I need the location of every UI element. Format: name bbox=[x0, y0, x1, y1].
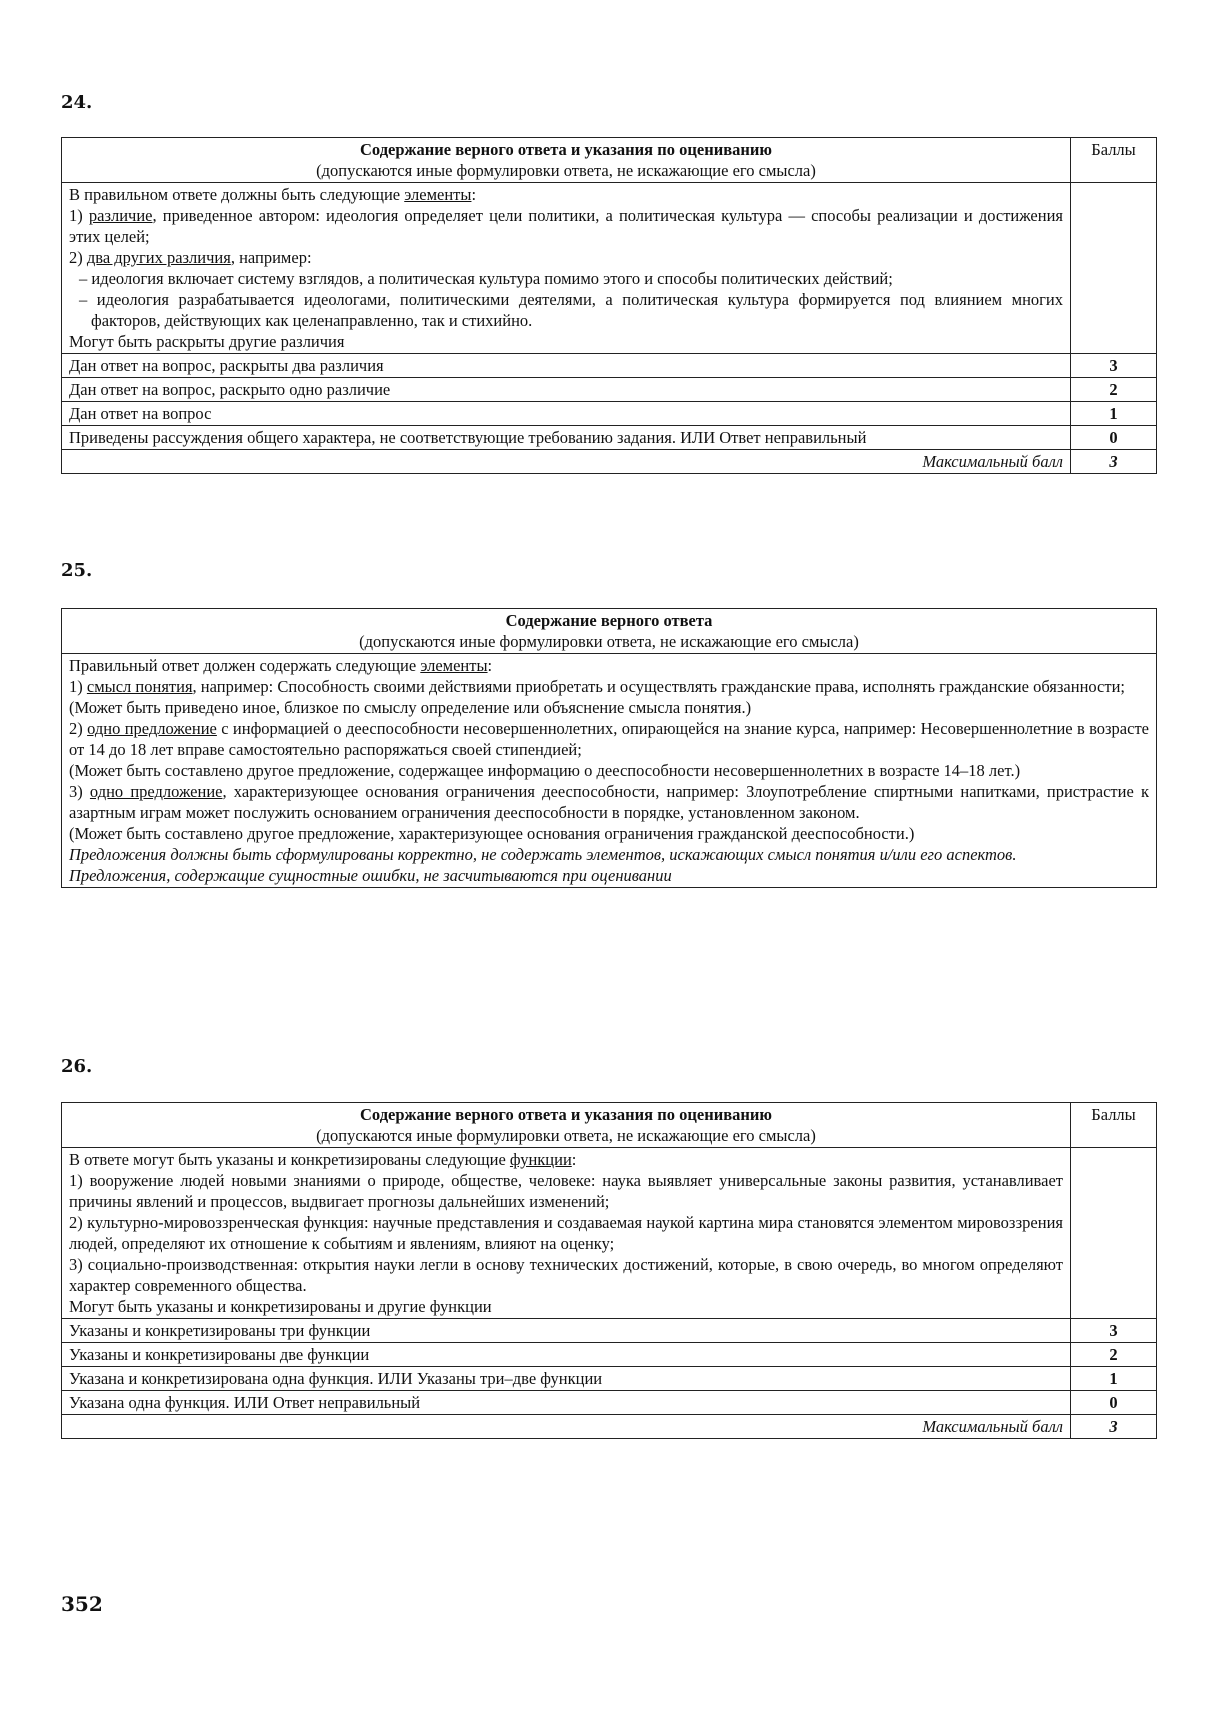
max-score-label: Максимальный балл bbox=[62, 1415, 1071, 1439]
question-number-24: 24. bbox=[61, 92, 93, 113]
score-row bbox=[62, 378, 1157, 402]
table-header bbox=[62, 138, 1157, 183]
content-intro: В правильном ответе должны быть следующие элементы: bbox=[69, 185, 477, 204]
header-content bbox=[62, 1103, 1071, 1148]
header-subtitle: (допускаются иные формулировки ответа, не искажающие его смысла) bbox=[316, 1126, 816, 1145]
content-italic-note-1: Предложения должны быть сформулированы корректно, не содержать элементов, искажающих смысл понятия и/или его аспектов. bbox=[69, 845, 1017, 864]
empty-score-cell bbox=[1071, 183, 1157, 354]
score-row bbox=[62, 426, 1157, 450]
score-row bbox=[62, 1343, 1157, 1367]
score-row bbox=[62, 354, 1157, 378]
max-score-value: 3 bbox=[1071, 450, 1157, 474]
content-note-1: (Может быть приведено иное, близкое по смыслу определение или объяснение смысла понятия.) bbox=[69, 698, 752, 717]
criteria-table-25 bbox=[61, 608, 1157, 888]
answer-content-row bbox=[62, 654, 1157, 888]
content-italic-note-2: Предложения, содержащие сущностные ошибки, не засчитываются при оценивании bbox=[69, 866, 672, 885]
score-value: 2 bbox=[1071, 1343, 1157, 1367]
max-score-label: Максимальный балл bbox=[62, 450, 1071, 474]
score-value: 0 bbox=[1071, 1391, 1157, 1415]
empty-score-cell bbox=[1071, 1148, 1157, 1319]
score-header: Баллы bbox=[1071, 1103, 1157, 1148]
max-score-row bbox=[62, 450, 1157, 474]
score-criterion: Дан ответ на вопрос, раскрыты два различия bbox=[62, 354, 1071, 378]
header-title: Содержание верного ответа и указания по оцениванию bbox=[360, 1105, 772, 1124]
content-item-2: 2) одно предложение с информацией о дееспособности несовершеннолетних, опирающейся на знание курса, например: Несовершеннолетние в возрасте от 14 до 18 лет вправе самостоятельно распоряжаться своей стипендией; bbox=[69, 719, 1149, 759]
score-criterion: Указаны и конкретизированы три функции bbox=[62, 1319, 1071, 1343]
header-subtitle: (допускаются иные формулировки ответа, не искажающие его смысла) bbox=[316, 161, 816, 180]
content-item-3: 3) одно предложение, характеризующее основания ограничения дееспособности, например: Злоупотребление спиртными напитками, пристрастие к азартным играм может послужить основанием ограничения дееспособности в порядке, установленном законом. bbox=[69, 782, 1149, 822]
score-row bbox=[62, 402, 1157, 426]
criteria-table-26 bbox=[61, 1102, 1157, 1439]
table-header bbox=[62, 1103, 1157, 1148]
answer-content-row bbox=[62, 1148, 1157, 1319]
content-item-2: 2) два других различия, например: bbox=[69, 248, 312, 267]
score-criterion: Дан ответ на вопрос bbox=[62, 402, 1071, 426]
criteria-table-24 bbox=[61, 137, 1157, 474]
score-value: 2 bbox=[1071, 378, 1157, 402]
score-row bbox=[62, 1319, 1157, 1343]
content-bullet-1: – идеология включает систему взглядов, а политическая культура помимо этого и способы политических действий; bbox=[79, 269, 893, 288]
answer-content bbox=[62, 1148, 1071, 1319]
score-value: 1 bbox=[1071, 402, 1157, 426]
table-header bbox=[62, 609, 1157, 654]
content-note-3: (Может быть составлено другое предложение, характеризующее основания ограничения гражданской дееспособности.) bbox=[69, 824, 915, 843]
score-criterion: Указаны и конкретизированы две функции bbox=[62, 1343, 1071, 1367]
content-item-1: 1) смысл понятия, например: Способность своими действиями приобретать и осуществлять гражданские права, исполнять гражданские обязанности; bbox=[69, 677, 1126, 696]
score-header: Баллы bbox=[1071, 138, 1157, 183]
score-criterion: Указана одна функция. ИЛИ Ответ неправильный bbox=[62, 1391, 1071, 1415]
content-note-2: (Может быть составлено другое предложение, содержащее информацию о дееспособности несовершеннолетних в возрасте 14–18 лет.) bbox=[69, 761, 1021, 780]
header-content bbox=[62, 138, 1071, 183]
content-intro: Правильный ответ должен содержать следующие элементы: bbox=[69, 656, 493, 675]
answer-content bbox=[62, 654, 1157, 888]
score-criterion: Дан ответ на вопрос, раскрыто одно различие bbox=[62, 378, 1071, 402]
header-subtitle: (допускаются иные формулировки ответа, не искажающие его смысла) bbox=[359, 632, 859, 651]
score-value: 1 bbox=[1071, 1367, 1157, 1391]
header-content bbox=[62, 609, 1157, 654]
header-title: Содержание верного ответа bbox=[505, 611, 713, 630]
max-score-value: 3 bbox=[1071, 1415, 1157, 1439]
content-closing: Могут быть раскрыты другие различия bbox=[69, 332, 345, 351]
score-value: 3 bbox=[1071, 354, 1157, 378]
score-row bbox=[62, 1391, 1157, 1415]
score-row bbox=[62, 1367, 1157, 1391]
content-intro: В ответе могут быть указаны и конкретизированы следующие функции: bbox=[69, 1150, 577, 1169]
score-value: 3 bbox=[1071, 1319, 1157, 1343]
max-score-row bbox=[62, 1415, 1157, 1439]
score-value: 0 bbox=[1071, 426, 1157, 450]
question-number-26: 26. bbox=[61, 1056, 93, 1077]
score-criterion: Приведены рассуждения общего характера, не соответствующие требованию задания. ИЛИ Ответ неправильный bbox=[62, 426, 1071, 450]
score-criterion: Указана и конкретизирована одна функция. ИЛИ Указаны три–две функции bbox=[62, 1367, 1071, 1391]
content-item-1: 1) вооружение людей новыми знаниями о природе, обществе, человеке: наука выявляет универсальные законы развития, устанавливает причины явлений и процессов, выдвигает прогнозы дальнейших изменений; bbox=[69, 1171, 1063, 1211]
content-item-2: 2) культурно-мировоззренческая функция: научные представления и создаваемая наукой картина мира становятся элементом мировоззрения людей, определяют их отношение к событиям и явлениям, влияют на оценку; bbox=[69, 1213, 1063, 1253]
content-item-1: 1) различие, приведенное автором: идеология определяет цели политики, а политическая культура — способы реализации и достижения этих целей; bbox=[69, 206, 1063, 246]
answer-content-row bbox=[62, 183, 1157, 354]
content-item-3: 3) социально-производственная: открытия науки легли в основу технических достижений, которые, в свою очередь, во многом определяют характер современного общества. bbox=[69, 1255, 1063, 1295]
content-closing: Могут быть указаны и конкретизированы и другие функции bbox=[69, 1297, 492, 1316]
page-number: 352 bbox=[61, 1592, 103, 1616]
content-bullet-2: – идеология разрабатывается идеологами, политическими деятелями, а политическая культура формируется под влиянием многих факторов, действующих как целенаправленно, так и стихийно. bbox=[79, 290, 1063, 330]
header-title: Содержание верного ответа и указания по оцениванию bbox=[360, 140, 772, 159]
question-number-25: 25. bbox=[61, 560, 93, 581]
answer-content bbox=[62, 183, 1071, 354]
